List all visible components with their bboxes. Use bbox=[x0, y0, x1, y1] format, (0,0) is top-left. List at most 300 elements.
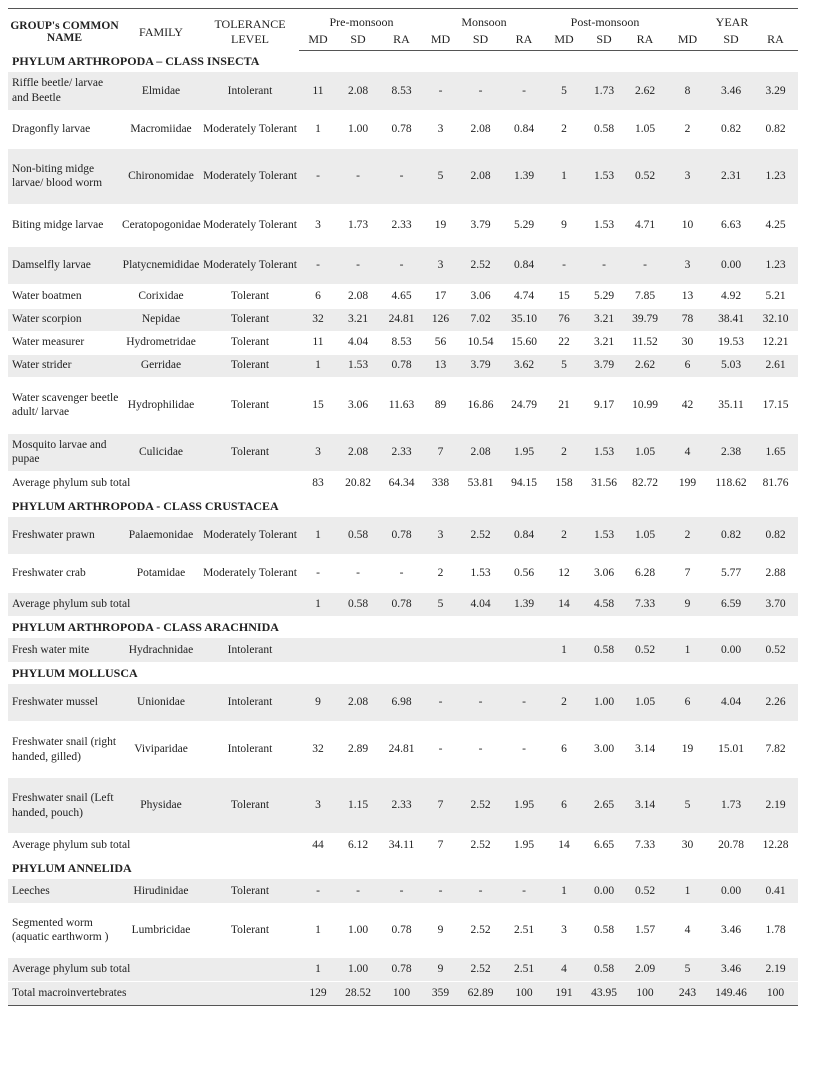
value-cell: 0.84 bbox=[504, 517, 544, 555]
value-cell: 2.52 bbox=[457, 778, 504, 834]
value-cell: 19 bbox=[666, 722, 709, 778]
value-cell: 1.00 bbox=[584, 684, 624, 722]
tolerance-cell: Moderately Tolerant bbox=[201, 517, 299, 555]
subtotal-value: 53.81 bbox=[457, 471, 504, 495]
value-cell: 1.15 bbox=[337, 778, 379, 834]
tolerance-cell: Intolerant bbox=[201, 638, 299, 662]
value-cell: 1.53 bbox=[584, 433, 624, 471]
value-cell: 0.52 bbox=[624, 148, 666, 204]
family-cell: Unionidae bbox=[121, 684, 201, 722]
value-cell: 0.84 bbox=[504, 246, 544, 284]
value-cell: 7 bbox=[424, 778, 457, 834]
subtotal-value: 31.56 bbox=[584, 471, 624, 495]
subtotal-value: 2.09 bbox=[624, 957, 666, 981]
value-cell: 30 bbox=[666, 331, 709, 354]
subtotal-value: 20.78 bbox=[709, 834, 753, 858]
value-cell: 24.81 bbox=[379, 722, 424, 778]
value-cell: 76 bbox=[544, 308, 584, 331]
subtotal-value: 1.00 bbox=[337, 957, 379, 981]
value-cell: 2.52 bbox=[457, 246, 504, 284]
subtotal-value: 2.19 bbox=[753, 957, 798, 981]
family-cell: Macromiidae bbox=[121, 110, 201, 148]
value-cell: 2.62 bbox=[624, 354, 666, 377]
value-cell: - bbox=[504, 722, 544, 778]
value-cell: - bbox=[424, 879, 457, 903]
value-cell: 1 bbox=[299, 903, 337, 957]
value-cell: 3 bbox=[424, 110, 457, 148]
value-cell: 2 bbox=[544, 684, 584, 722]
family-cell: Lumbricidae bbox=[121, 903, 201, 957]
value-cell: - bbox=[299, 148, 337, 204]
tolerance-cell: Tolerant bbox=[201, 778, 299, 834]
common-name-cell: Water strider bbox=[8, 354, 121, 377]
subtotal-value: 0.58 bbox=[584, 957, 624, 981]
value-cell: 1.73 bbox=[709, 778, 753, 834]
subtotal-value: 3.70 bbox=[753, 593, 798, 617]
common-name-cell: Segmented worm (aquatic earthworm ) bbox=[8, 903, 121, 957]
subtotal-value: 9 bbox=[424, 957, 457, 981]
total-value: 62.89 bbox=[457, 981, 504, 1005]
value-cell: 8.53 bbox=[379, 331, 424, 354]
total-label: Total macroinvertebrates bbox=[8, 981, 299, 1005]
value-cell: 3.46 bbox=[709, 903, 753, 957]
value-cell: 0.56 bbox=[504, 555, 544, 593]
total-value: 243 bbox=[666, 981, 709, 1005]
value-cell: - bbox=[337, 148, 379, 204]
value-cell: 5.77 bbox=[709, 555, 753, 593]
value-cell: 1.73 bbox=[584, 72, 624, 110]
value-cell: 1 bbox=[666, 879, 709, 903]
family-cell: Hydrophilidae bbox=[121, 377, 201, 433]
table-row bbox=[8, 377, 798, 433]
value-cell: 0.78 bbox=[379, 110, 424, 148]
tolerance-cell: Tolerant bbox=[201, 308, 299, 331]
value-cell: 19.53 bbox=[709, 331, 753, 354]
value-cell: 39.79 bbox=[624, 308, 666, 331]
value-cell: 0.58 bbox=[337, 517, 379, 555]
value-cell: 2.19 bbox=[753, 778, 798, 834]
total-row bbox=[8, 981, 798, 1005]
value-cell: 0.41 bbox=[753, 879, 798, 903]
header-season-monsoon: Monsoon bbox=[424, 9, 544, 32]
table-row bbox=[8, 308, 798, 331]
value-cell: 0.58 bbox=[584, 110, 624, 148]
value-cell: 4.71 bbox=[624, 204, 666, 246]
subtotal-value: 1 bbox=[299, 593, 337, 617]
value-cell: 4.25 bbox=[753, 204, 798, 246]
value-cell: 4.92 bbox=[709, 284, 753, 308]
value-cell: 15.01 bbox=[709, 722, 753, 778]
value-cell: 3 bbox=[424, 517, 457, 555]
value-cell: 7.82 bbox=[753, 722, 798, 778]
subtotal-value: 6.59 bbox=[709, 593, 753, 617]
value-cell: 1.00 bbox=[337, 110, 379, 148]
header-season-pre-monsoon: Pre-monsoon bbox=[299, 9, 424, 32]
subtotal-value: 0.58 bbox=[337, 593, 379, 617]
value-cell: 2.08 bbox=[337, 284, 379, 308]
value-cell bbox=[337, 638, 379, 662]
value-cell: 19 bbox=[424, 204, 457, 246]
table-body bbox=[8, 51, 798, 1006]
value-cell: 3.21 bbox=[584, 331, 624, 354]
value-cell: 1 bbox=[299, 354, 337, 377]
value-cell: - bbox=[379, 246, 424, 284]
value-cell: 1.53 bbox=[584, 148, 624, 204]
family-cell: Elmidae bbox=[121, 72, 201, 110]
header-tolerance: TOLERANCE LEVEL bbox=[201, 9, 299, 51]
value-cell: 1 bbox=[544, 638, 584, 662]
value-cell: 2 bbox=[544, 517, 584, 555]
value-cell: 0.82 bbox=[753, 517, 798, 555]
value-cell: 24.79 bbox=[504, 377, 544, 433]
value-cell: 0.52 bbox=[753, 638, 798, 662]
value-cell: - bbox=[424, 72, 457, 110]
subtotal-value: 0.78 bbox=[379, 957, 424, 981]
value-cell: 9 bbox=[544, 204, 584, 246]
subtotal-value: 14 bbox=[544, 834, 584, 858]
table-row bbox=[8, 110, 798, 148]
value-cell: 2.61 bbox=[753, 354, 798, 377]
common-name-cell: Riffle beetle/ larvae and Beetle bbox=[8, 72, 121, 110]
family-cell: Chironomidae bbox=[121, 148, 201, 204]
total-value: 100 bbox=[379, 981, 424, 1005]
value-cell: 1.65 bbox=[753, 433, 798, 471]
value-cell: 1.95 bbox=[504, 433, 544, 471]
value-cell: 3.14 bbox=[624, 778, 666, 834]
subtotal-value: 83 bbox=[299, 471, 337, 495]
subtotal-value: 2.52 bbox=[457, 834, 504, 858]
value-cell: 1 bbox=[544, 879, 584, 903]
family-cell: Corixidae bbox=[121, 284, 201, 308]
value-cell: 9.17 bbox=[584, 377, 624, 433]
value-cell: 3 bbox=[299, 433, 337, 471]
value-cell: 22 bbox=[544, 331, 584, 354]
family-cell: Hydrachnidae bbox=[121, 638, 201, 662]
subtotal-value: 2.51 bbox=[504, 957, 544, 981]
value-cell bbox=[457, 638, 504, 662]
subtotal-value: 4.58 bbox=[584, 593, 624, 617]
value-cell: 32 bbox=[299, 722, 337, 778]
value-cell: 12.21 bbox=[753, 331, 798, 354]
value-cell: 0.52 bbox=[624, 879, 666, 903]
subtotal-value: 34.11 bbox=[379, 834, 424, 858]
table-row bbox=[8, 555, 798, 593]
table-row bbox=[8, 246, 798, 284]
value-cell: 5 bbox=[544, 354, 584, 377]
value-cell: 1.95 bbox=[504, 778, 544, 834]
value-cell: 2.08 bbox=[337, 684, 379, 722]
subheader-sd: SD bbox=[337, 31, 379, 51]
value-cell: 32 bbox=[299, 308, 337, 331]
subtotal-value: 118.62 bbox=[709, 471, 753, 495]
value-cell: 2.08 bbox=[337, 433, 379, 471]
value-cell: 38.41 bbox=[709, 308, 753, 331]
value-cell: 5.03 bbox=[709, 354, 753, 377]
value-cell: 6.98 bbox=[379, 684, 424, 722]
tolerance-cell: Tolerant bbox=[201, 903, 299, 957]
tolerance-cell: Moderately Tolerant bbox=[201, 555, 299, 593]
section-row bbox=[8, 51, 798, 73]
table-row bbox=[8, 354, 798, 377]
value-cell: 2 bbox=[666, 110, 709, 148]
subheader-ra: RA bbox=[753, 31, 798, 51]
value-cell: - bbox=[424, 722, 457, 778]
value-cell: 6 bbox=[299, 284, 337, 308]
value-cell: 17 bbox=[424, 284, 457, 308]
value-cell: 1 bbox=[299, 517, 337, 555]
table-row bbox=[8, 879, 798, 903]
total-value: 43.95 bbox=[584, 981, 624, 1005]
common-name-cell: Dragonfly larvae bbox=[8, 110, 121, 148]
value-cell: 1.05 bbox=[624, 110, 666, 148]
tolerance-cell: Intolerant bbox=[201, 72, 299, 110]
value-cell: 8 bbox=[666, 72, 709, 110]
value-cell: 126 bbox=[424, 308, 457, 331]
table-row bbox=[8, 778, 798, 834]
table-row bbox=[8, 148, 798, 204]
value-cell: - bbox=[457, 684, 504, 722]
value-cell: 16.86 bbox=[457, 377, 504, 433]
value-cell: 13 bbox=[666, 284, 709, 308]
value-cell: 3.62 bbox=[504, 354, 544, 377]
common-name-cell: Leeches bbox=[8, 879, 121, 903]
total-value: 100 bbox=[504, 981, 544, 1005]
value-cell: 0.58 bbox=[584, 903, 624, 957]
value-cell: - bbox=[584, 246, 624, 284]
header-season-post-monsoon: Post-monsoon bbox=[544, 9, 666, 32]
subtotal-value: 81.76 bbox=[753, 471, 798, 495]
value-cell: 56 bbox=[424, 331, 457, 354]
section-row bbox=[8, 858, 798, 880]
subtotal-value: 20.82 bbox=[337, 471, 379, 495]
subheader-md: MD bbox=[424, 31, 457, 51]
table-row bbox=[8, 72, 798, 110]
subtotal-value: 6.65 bbox=[584, 834, 624, 858]
value-cell: 10 bbox=[666, 204, 709, 246]
common-name-cell: Non-biting midge larvae/ blood worm bbox=[8, 148, 121, 204]
common-name-cell: Biting midge larvae bbox=[8, 204, 121, 246]
value-cell: 9 bbox=[424, 903, 457, 957]
subtotal-value: 4 bbox=[544, 957, 584, 981]
value-cell: 2.31 bbox=[709, 148, 753, 204]
value-cell: 0.00 bbox=[709, 879, 753, 903]
value-cell: - bbox=[379, 148, 424, 204]
common-name-cell: Water scavenger beetle adult/ larvae bbox=[8, 377, 121, 433]
common-name-cell: Damselfly larvae bbox=[8, 246, 121, 284]
value-cell: 2.33 bbox=[379, 433, 424, 471]
table-row bbox=[8, 433, 798, 471]
value-cell: 1.39 bbox=[504, 148, 544, 204]
value-cell: 1.53 bbox=[584, 204, 624, 246]
common-name-cell: Freshwater snail (Left handed, pouch) bbox=[8, 778, 121, 834]
value-cell: 3.06 bbox=[337, 377, 379, 433]
subheader-ra: RA bbox=[379, 31, 424, 51]
value-cell: 1 bbox=[544, 148, 584, 204]
value-cell: 0.82 bbox=[709, 110, 753, 148]
subheader-md: MD bbox=[666, 31, 709, 51]
value-cell: 4 bbox=[666, 433, 709, 471]
common-name-cell: Water boatmen bbox=[8, 284, 121, 308]
value-cell: 6 bbox=[666, 354, 709, 377]
value-cell: 7 bbox=[666, 555, 709, 593]
subtotal-value: 1 bbox=[299, 957, 337, 981]
section-row bbox=[8, 495, 798, 517]
value-cell: 3.21 bbox=[337, 308, 379, 331]
value-cell: 7.85 bbox=[624, 284, 666, 308]
subtotal-value: 7 bbox=[424, 834, 457, 858]
family-cell: Nepidae bbox=[121, 308, 201, 331]
value-cell: 11 bbox=[299, 72, 337, 110]
value-cell: 1.53 bbox=[337, 354, 379, 377]
value-cell: 2.26 bbox=[753, 684, 798, 722]
value-cell: 1.23 bbox=[753, 148, 798, 204]
value-cell: 3.06 bbox=[584, 555, 624, 593]
value-cell: 2 bbox=[544, 433, 584, 471]
value-cell: 8.53 bbox=[379, 72, 424, 110]
value-cell: 1.53 bbox=[584, 517, 624, 555]
family-cell: Viviparidae bbox=[121, 722, 201, 778]
value-cell: - bbox=[337, 555, 379, 593]
subheader-sd: SD bbox=[584, 31, 624, 51]
table-row bbox=[8, 331, 798, 354]
value-cell: 6.63 bbox=[709, 204, 753, 246]
value-cell: 5 bbox=[544, 72, 584, 110]
family-cell: Physidae bbox=[121, 778, 201, 834]
subtotal-label: Average phylum sub total bbox=[8, 957, 299, 981]
subtotal-row bbox=[8, 834, 798, 858]
total-value: 149.46 bbox=[709, 981, 753, 1005]
value-cell: 2.08 bbox=[457, 148, 504, 204]
value-cell: 35.11 bbox=[709, 377, 753, 433]
value-cell: 2 bbox=[544, 110, 584, 148]
table-row bbox=[8, 638, 798, 662]
value-cell: 0.00 bbox=[584, 879, 624, 903]
subtotal-label: Average phylum sub total bbox=[8, 593, 299, 617]
value-cell: 11 bbox=[299, 331, 337, 354]
value-cell: 5 bbox=[424, 148, 457, 204]
value-cell: 12 bbox=[544, 555, 584, 593]
common-name-cell: Fresh water mite bbox=[8, 638, 121, 662]
value-cell: 2.62 bbox=[624, 72, 666, 110]
tolerance-cell: Tolerant bbox=[201, 433, 299, 471]
common-name-cell: Freshwater snail (right handed, gilled) bbox=[8, 722, 121, 778]
value-cell: 3.79 bbox=[584, 354, 624, 377]
value-cell: 2.08 bbox=[457, 110, 504, 148]
value-cell: 1.73 bbox=[337, 204, 379, 246]
value-cell: 4.74 bbox=[504, 284, 544, 308]
subtotal-value: 199 bbox=[666, 471, 709, 495]
value-cell: 1.00 bbox=[337, 903, 379, 957]
value-cell: 3.06 bbox=[457, 284, 504, 308]
value-cell: - bbox=[299, 555, 337, 593]
value-cell: 0.82 bbox=[753, 110, 798, 148]
value-cell: - bbox=[299, 879, 337, 903]
tolerance-cell: Moderately Tolerant bbox=[201, 204, 299, 246]
value-cell: 24.81 bbox=[379, 308, 424, 331]
value-cell: 13 bbox=[424, 354, 457, 377]
common-name-cell: Water scorpion bbox=[8, 308, 121, 331]
subtotal-value: 0.78 bbox=[379, 593, 424, 617]
subtotal-value: 158 bbox=[544, 471, 584, 495]
value-cell: 3 bbox=[544, 903, 584, 957]
tolerance-cell: Intolerant bbox=[201, 684, 299, 722]
value-cell: 2.52 bbox=[457, 517, 504, 555]
value-cell: - bbox=[337, 879, 379, 903]
family-cell: Culicidae bbox=[121, 433, 201, 471]
value-cell bbox=[379, 638, 424, 662]
common-name-cell: Mosquito larvae and pupae bbox=[8, 433, 121, 471]
value-cell: - bbox=[424, 684, 457, 722]
subtotal-value: 5 bbox=[666, 957, 709, 981]
subheader-md: MD bbox=[544, 31, 584, 51]
common-name-cell: Freshwater mussel bbox=[8, 684, 121, 722]
tolerance-cell: Tolerant bbox=[201, 377, 299, 433]
value-cell: 5.29 bbox=[584, 284, 624, 308]
value-cell: 5 bbox=[666, 778, 709, 834]
subtotal-row bbox=[8, 471, 798, 495]
subtotal-value: 82.72 bbox=[624, 471, 666, 495]
section-title: PHYLUM ARTHROPODA - CLASS ARACHNIDA bbox=[8, 617, 798, 639]
section-title: PHYLUM ARTHROPODA – CLASS INSECTA bbox=[8, 51, 798, 73]
total-value: 100 bbox=[624, 981, 666, 1005]
value-cell: 0.00 bbox=[709, 246, 753, 284]
value-cell: 4 bbox=[666, 903, 709, 957]
family-cell: Potamidae bbox=[121, 555, 201, 593]
value-cell: 11.52 bbox=[624, 331, 666, 354]
subtotal-value: 1.39 bbox=[504, 593, 544, 617]
common-name-cell: Freshwater prawn bbox=[8, 517, 121, 555]
value-cell: 2.51 bbox=[504, 903, 544, 957]
value-cell: 32.10 bbox=[753, 308, 798, 331]
tolerance-cell: Tolerant bbox=[201, 354, 299, 377]
value-cell: 2.52 bbox=[457, 903, 504, 957]
value-cell: 0.78 bbox=[379, 517, 424, 555]
family-cell: Hydrometridae bbox=[121, 331, 201, 354]
value-cell: - bbox=[299, 246, 337, 284]
value-cell: 3.00 bbox=[584, 722, 624, 778]
subtotal-value: 12.28 bbox=[753, 834, 798, 858]
value-cell: 2.08 bbox=[457, 433, 504, 471]
value-cell: 15 bbox=[544, 284, 584, 308]
section-title: PHYLUM ANNELIDA bbox=[8, 858, 798, 880]
family-cell: Gerridae bbox=[121, 354, 201, 377]
value-cell: - bbox=[457, 879, 504, 903]
common-name-cell: Water measurer bbox=[8, 331, 121, 354]
table-row bbox=[8, 517, 798, 555]
value-cell: - bbox=[457, 72, 504, 110]
value-cell: - bbox=[504, 684, 544, 722]
value-cell: 1.05 bbox=[624, 517, 666, 555]
value-cell: - bbox=[504, 879, 544, 903]
value-cell: 4.04 bbox=[709, 684, 753, 722]
subtotal-label: Average phylum sub total bbox=[8, 471, 299, 495]
subtotal-value: 5 bbox=[424, 593, 457, 617]
value-cell: 0.00 bbox=[709, 638, 753, 662]
value-cell: 3.79 bbox=[457, 354, 504, 377]
section-title: PHYLUM MOLLUSCA bbox=[8, 662, 798, 684]
value-cell: 1 bbox=[299, 110, 337, 148]
value-cell: 2.65 bbox=[584, 778, 624, 834]
family-cell: Platycnemididae bbox=[121, 246, 201, 284]
subtotal-value: 14 bbox=[544, 593, 584, 617]
total-value: 28.52 bbox=[337, 981, 379, 1005]
value-cell: 0.52 bbox=[624, 638, 666, 662]
tolerance-cell: Tolerant bbox=[201, 879, 299, 903]
value-cell: 2 bbox=[666, 517, 709, 555]
value-cell: 2 bbox=[424, 555, 457, 593]
value-cell: 3 bbox=[424, 246, 457, 284]
value-cell: 1.53 bbox=[457, 555, 504, 593]
